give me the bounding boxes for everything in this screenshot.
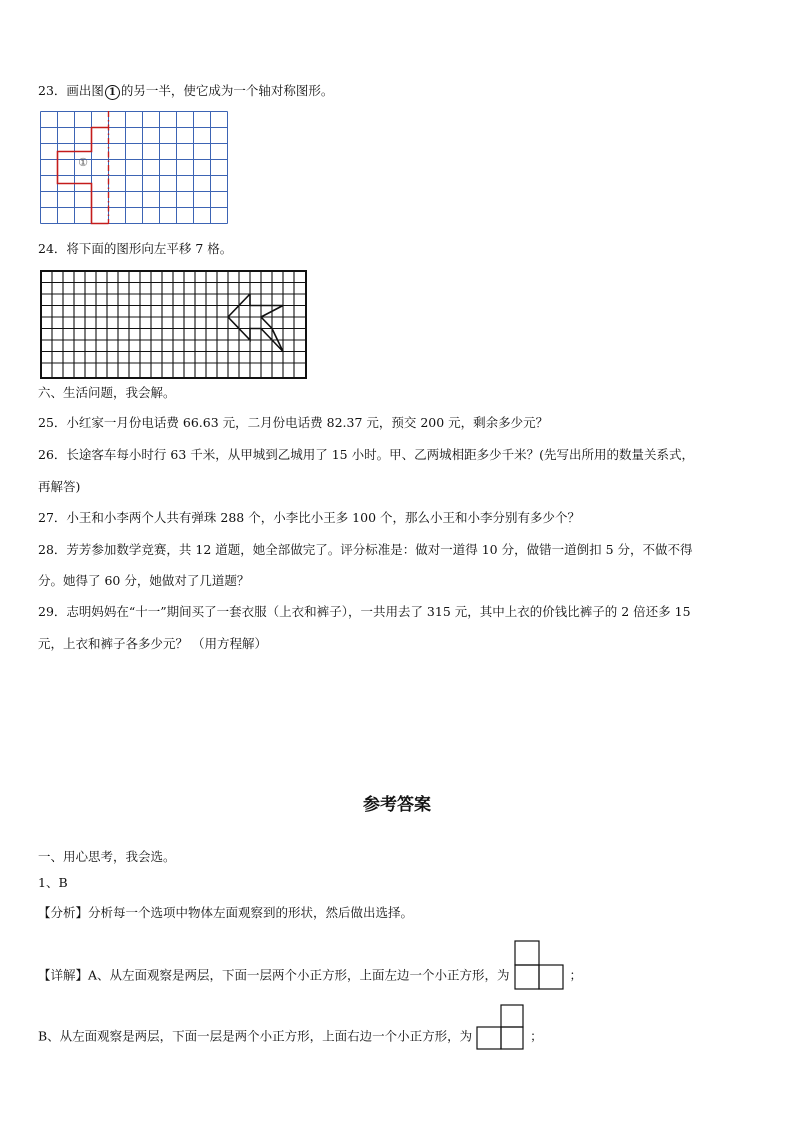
question-27: 27．小王和小李两个人共有弹珠 288 个，小李比小王多 100 个，那么小王和小李分别有多少个？ — [38, 510, 581, 525]
view-figure-b — [476, 1004, 526, 1050]
q24-grid-figure — [40, 270, 307, 379]
answer-option-b-text: B、从左面观察是两层，下面一层是两个小正方形，上面右边一个小正方形，为 — [38, 1028, 473, 1044]
view-figure-a — [514, 940, 566, 992]
question-23-suffix: 的另一半，使它成为一个轴对称图形。 — [120, 83, 334, 98]
question-29-line-2: 元，上衣和裤子各多少元？ （用方程解） — [38, 636, 267, 651]
section-6-heading: 六、生活问题，我会解。 — [38, 385, 176, 400]
answer-detail-a-text: 【详解】A、从左面观察是两层，下面一层两个小正方形，上面左边一个小正方形，为 — [38, 967, 510, 983]
answers-title: 参考答案 — [363, 795, 431, 815]
question-29-line-1: 29．志明妈妈在“十一”期间买了一套衣服（上衣和裤子），一共用去了 315 元，其中上衣的价钱比裤子的 2 倍还多 15 — [38, 604, 691, 619]
shape-label: ① — [78, 156, 88, 169]
question-26-line-2: 再解答) — [38, 479, 81, 494]
circled-number-1: 1 — [105, 85, 120, 100]
answer-detail-a — [38, 950, 582, 1002]
answer-analysis: 【分析】分析每一个选项中物体左面观察到的形状，然后做出选择。 — [38, 905, 414, 920]
answer-option-b-end: ； — [530, 1028, 543, 1044]
question-23-prefix: 23．画出图 — [38, 83, 104, 98]
question-23 — [38, 82, 333, 100]
q23-grid-figure — [40, 111, 228, 225]
q24-grid-lines — [41, 271, 306, 378]
answers-section-1: 一、用心思考，我会选。 — [38, 849, 176, 864]
answer-option-b — [38, 1014, 543, 1060]
arrow-shape — [228, 294, 283, 352]
question-28-line-1: 28．芳芳参加数学竞赛，共 12 道题，她全部做完了。评分标准是：做对一道得 10 分，做错一道倒扣 5 分，不做不得 — [38, 542, 693, 557]
answer-detail-a-end: ； — [569, 967, 583, 983]
question-25: 25．小红家一月份电话费 66.63 元，二月份电话费 82.37 元，预交 200 元，剩余多少元？ — [38, 415, 549, 430]
question-24: 24．将下面的图形向左平移 7 格。 — [38, 241, 233, 256]
question-28-line-2: 分。她得了 60 分，她做对了几道题？ — [38, 573, 250, 588]
answer-1: 1、B — [38, 875, 68, 890]
question-26-line-1: 26．长途客车每小时行 63 千米，从甲城到乙城用了 15 小时。甲、乙两城相距多少千米？(先写出所用的数量关系式， — [38, 447, 694, 462]
q23-grid-lines — [41, 112, 228, 224]
